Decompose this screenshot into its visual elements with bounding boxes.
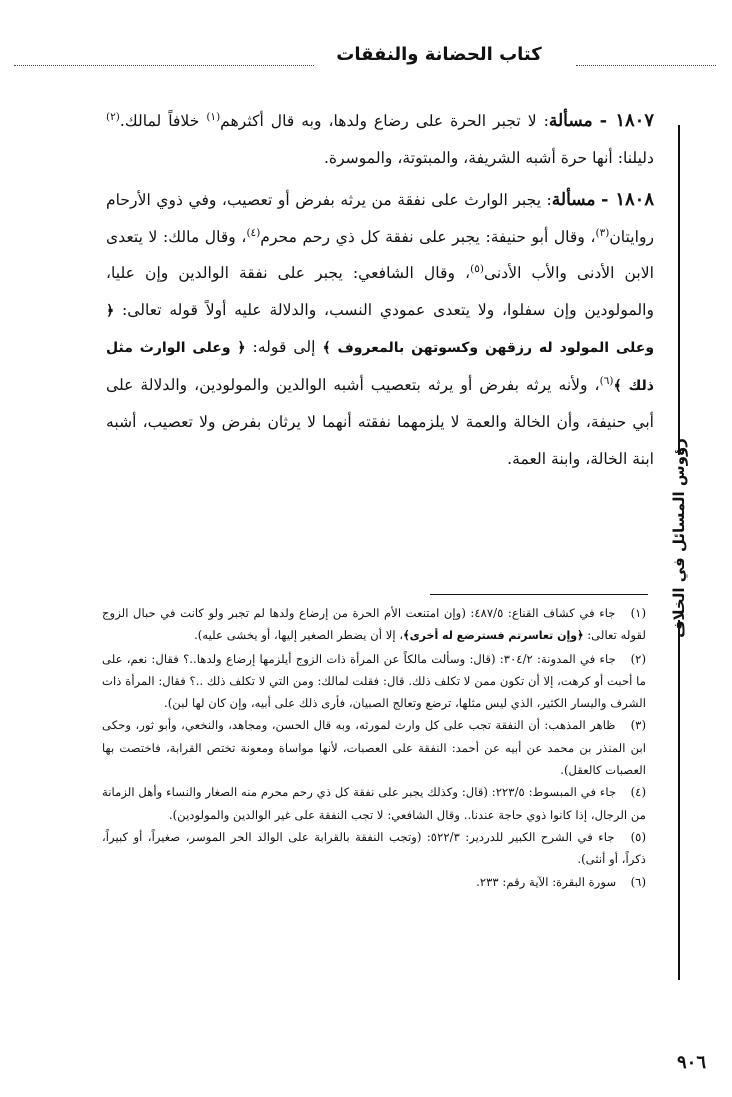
header-rule-right [576, 65, 716, 66]
footnote-label: (٥) [630, 829, 646, 844]
quran-verse: ﴿وإن تعاسرتم فسترضع له أخرى﴾ [403, 629, 584, 643]
header-rule-left [14, 65, 314, 66]
paragraph-text: ، ولأنه يرثه بفرض أو يرثه بتعصيب أشبه الوالدين والمولودين، والدلالة على أبي حنيفة، وأن الخالة والعمة لا يلزمهما نفقته أنهما لا يرثان بفرض ولا تعصيب، أشبه ابنة الخالة، وابنة العمة. [106, 375, 654, 468]
running-header [14, 40, 724, 70]
quran-verse: ﴿ وعلى المولود له رزقهن وكسوتهن بالمعروف ﴾ [106, 302, 655, 356]
footnotes [102, 602, 646, 893]
footnote-2 [102, 648, 646, 715]
paragraph-text: ، وقال الشافعي: يجبر على نفقة الوالدين وإن عليا، والمولودين وإن سفلوا، ولا يتعدى عمودي النسب، والدلالة عليه أولاً قوله تعالى: [106, 264, 654, 319]
footnote-separator [430, 594, 648, 595]
paragraph-text: : يجبر الوارث على نفقة من يرثه بفرض أو تعصيب، وفي ذوي الأرحام روايتان [106, 191, 655, 246]
footnote-4 [102, 781, 646, 826]
book-side-title-text: رؤوس المسائل في الخلاف [669, 437, 688, 638]
footnote-text: سورة البقرة: الآية رقم: ٢٣٣. [476, 874, 617, 889]
footnote-ref: (٢) [106, 110, 120, 123]
footnote-label: (٢) [630, 651, 646, 666]
footnote-text: ، إلا أن يضطر الصغير إليها، أو يخشى عليه). [194, 628, 404, 643]
issue-paragraph-1807 [106, 103, 654, 176]
footnote-text: جاء في المدونة: ٣٠٤/٢: (قال: وسألت مالكاً عن المرأة ذات الزوج أيلزمها إرضاع ولدها..؟ فقال: نعم، على ما أحبت أو كرهت، إلا أن تكون ممن لا تكلف ذلك. قال: فقلت لمالك: ومن التي لا تكلف ذلك ..؟ فقال: المرأة ذات الشرف واليسار الكثير، الذي ليس مثلها، ترضع وتعالج الصبيان، فأرى ذلك على أبيه، وإن كان لها لبن). [102, 651, 646, 711]
issue-paragraph-1808 [106, 182, 654, 477]
issue-number: ١٨٠٧ - [599, 110, 654, 131]
issue-number: ١٨٠٨ - [601, 189, 654, 210]
paragraph-text: دليلنا: أنها حرة أشبه الشريفة، والمبتوتة، والموسرة. [323, 148, 654, 167]
book-side-title [666, 437, 692, 638]
side-rule-top [678, 125, 680, 455]
footnote-1 [102, 602, 646, 648]
footnote-label: (٤) [630, 785, 646, 800]
footnote-label: (٦) [630, 874, 646, 889]
issue-label: مسألة [548, 111, 593, 131]
footnote-3 [102, 714, 646, 781]
footnote-ref: (٥) [470, 262, 484, 275]
footnote-label: (١) [630, 606, 647, 620]
footnote-text: جاء في المبسوط: ٢٢٣/٥: (قال: وكذلك يجبر على نفقة كل ذي رحم محرم منه الصغار والنساء وأهل الزمانة من الرجال، إذا كانوا ذوي حاجة عندنا.. وقال الشافعي: لا تجب النفقة على غير الوالدين والمولودين). [102, 785, 646, 822]
paragraph-text: ، وقال أبو حنيفة: يجبر على نفقة كل ذي رحم محرم [260, 227, 596, 246]
footnote-5 [102, 826, 646, 871]
main-text [106, 103, 654, 483]
paragraph-text: ، وقال مالك: لا يتعدى الابن الأدنى والأب الأدنى [106, 227, 654, 282]
footnote-6 [102, 871, 646, 893]
chapter-title: كتاب الحضانة والنفقات [336, 44, 542, 65]
side-rule-bottom [678, 620, 680, 980]
footnote-text: جاء في كشاف القناع: ٤٨٧/٥: (وإن امتنعت الأم الحرة من إرضاع ولدها لم تجبر ولو كانت في حبال الزوج لقوله تعالى: [102, 606, 646, 643]
footnote-ref: (٦) [599, 374, 614, 387]
footnote-ref: (٤) [246, 226, 261, 239]
footnote-ref: (٣) [595, 226, 610, 239]
footnote-label: (٣) [630, 718, 647, 733]
paragraph-text: : لا تجبر الحرة على رضاع ولدها، وبه قال أكثرهم [220, 112, 549, 130]
paragraph-text: خلافاً لمالك. [119, 112, 207, 130]
footnote-ref: (١) [206, 110, 221, 123]
paragraph-text: إلى قوله: [245, 338, 323, 356]
quran-verse: ﴿ وعلى الوارث مثل ذلك ﴾ [106, 340, 654, 394]
issue-label: مسألة [551, 190, 596, 210]
footnote-text: جاء في الشرح الكبير للدردير: ٥٢٢/٣: (وتجب النفقة بالقرابة على الوالد الحر الموسر، صغيراً، أو كبيراً، ذكراً، أو أنثى). [102, 829, 646, 867]
page-number: ٩٠٦ [676, 1052, 706, 1073]
footnote-text: ظاهر المذهب: أن النفقة تجب على كل وارث لمورثه، وبه قال الحسن، ومجاهد، والنخعي، وأبو ثور، وحكى ابن المنذر بن محمد عن أبيه عن أحمد: النفقة على العصبات، لأنها مواساة ومعونة تختص القرابة، فاختصت بها العصبات كالعقل). [102, 718, 646, 778]
